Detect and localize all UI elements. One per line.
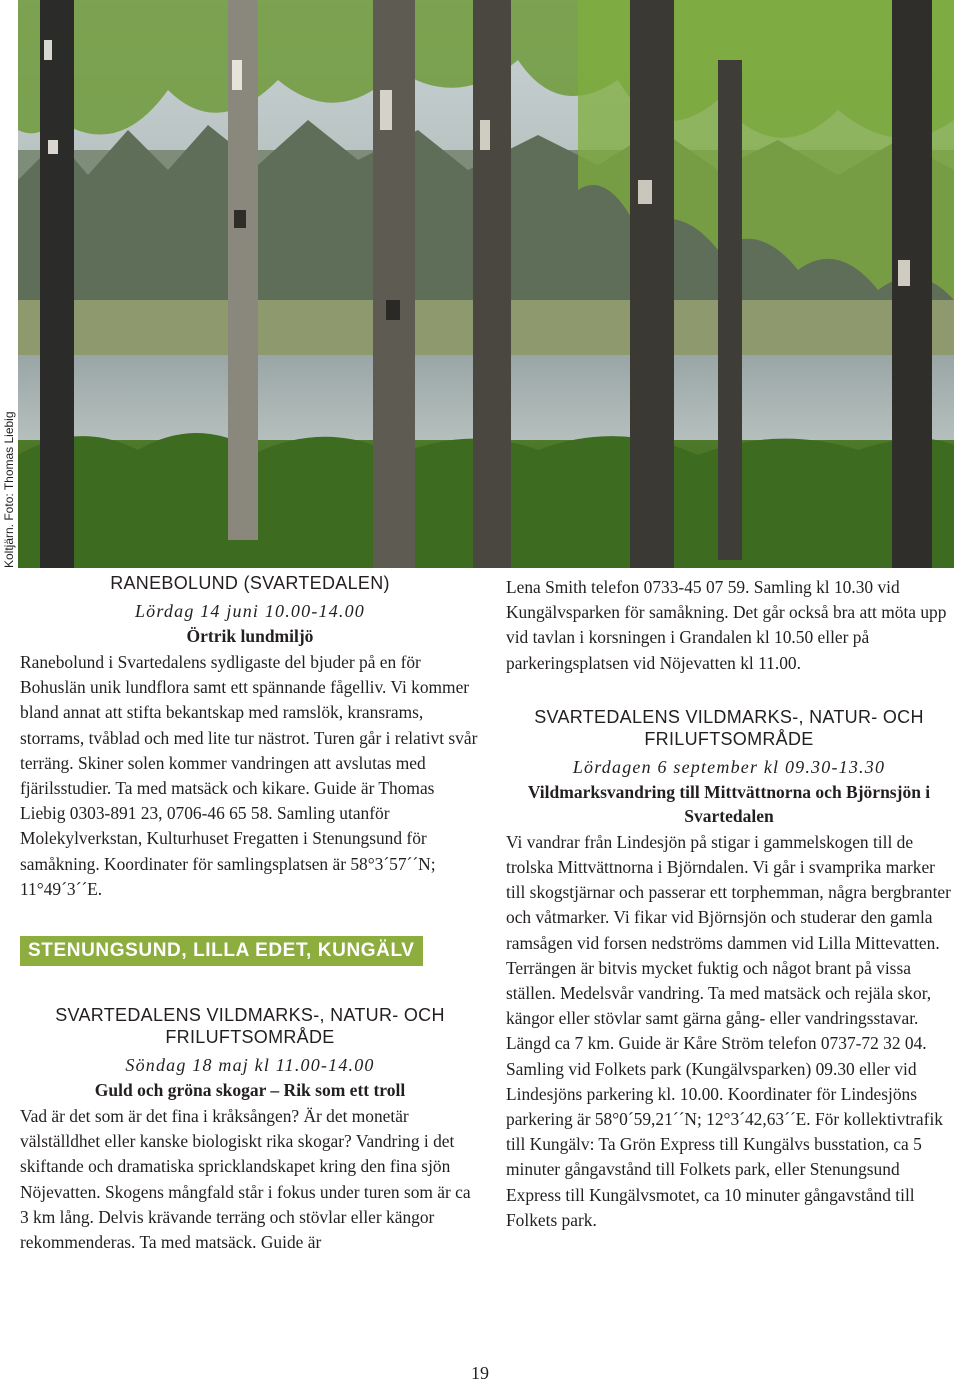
photo-credit [0,0,18,568]
event-subtitle: Örtrik lundmiljö [186,626,314,646]
event-date: Lördag 14 juni 10.00-14.00 [134,601,366,621]
lake-forest-photo [18,0,954,568]
event-description-continued: Lena Smith telefon 0733-45 07 59. Samling kl 10.30 vid Kungälvsparken för samåkning. Det går också bra att möta upp vid tavlan i korsningen i Grandalen kl 10.50 eller på parkeringsplatsen vid Nöjevatten kl 11.00. [506,577,947,673]
event-description: Ranebolund i Svartedalens sydligaste del bjuder på en för Bohuslän unik lundflora samt ett spännande fågelliv. Vi kommer bland annat att stifta bekantskap med ramslök, kransrams, storrams, tvåblad och med lite tur nästrot. Turen går i relativt svår terräng. Skiner solen kommer vandringen att avslutas med fjärilsstudier. Ta med matsäck och kikare. Guide är Thomas Liebig 0303-891 23, 0706-46 65 58. Samling utanför Molekylverkstan, Kulturhuset Fregatten i Stenungsund för samåkning. Koordinater för samlingsplatsen är 58°3´57´´N; 11°49´3´´E. [20,652,478,899]
event-title: RANEBOLUND (SVARTEDALEN) [110,573,390,593]
event-description: Vi vandrar från Lindesjön på stigar i gammelskogen till de trolska Mittvättnorna i Björndalen. Vi går i svamprika marker till skogstjärnar och passerar ett torphemman, några bergbranter och våtmarker. Vi fikar vid Björnsjön och studerar den gamla ramsågen vid forsen nedströms dammen vid Lilla Mittevatten. Terrängen är bitvis mycket fuktig och något brant på vissa ställen. Medelsvår vandring. Ta med matsäck och rejäla skor, kängor eller stövlar samt gärna gång- eller vandringsstavar. Längd ca 7 km. Guide är Kåre Ström telefon 0737-72 32 04. Samling vid Folkets park (Kungälvsparken) 09.30 eller vid Lindesjöns parkering kl. 10.00. Koordinater för Lindesjöns parkering är 58°0´59,21´´N; 12°3´42,63´´E. För kollektivtrafik till Kungälv: Ta Grön Express till Kungälvs busstation, ca 5 minuter gångavstånd till Folkets park, eller Stenungsund Express till Kungälvsmotet, ca 10 minuter gångavstånd till Folkets park. [506,831,951,1230]
right-column [506,572,952,1233]
event-subtitle: Vildmarksvandring till Mittvättnorna och Björnsjön i Svartedalen [527,781,931,826]
event-date: Söndag 18 maj kl 11.00-14.00 [125,1055,375,1076]
section-banner: STENUNGSUND, LILLA EDET, KUNGÄLV [20,936,423,966]
page-number: 19 [471,1363,489,1383]
event-description: Vad är det som är det fina i kråksången? Är det monetär välställdhet eller kanske biologiskt rika skogar? Vandring i det skiftande och dramatiska spricklandskapet kring den fina sjön Nöjevatten. Skogens mångfald står i fokus under turen som är ca 3 km lång. Delvis krävande terräng och stövlar eller kängor rekommenderas. Ta med matsäck. Guide är [20,1106,471,1253]
event-date: Lördagen 6 september kl 09.30-13.30 [572,756,886,777]
left-column [20,572,480,1255]
event-subtitle: Guld och gröna skogar – Rik som ett troll [94,1080,406,1101]
photo-credit-text: Koltjärn. Foto: Thomas Liebig [2,411,16,568]
event-title: SVARTEDALENS VILDMARKS-, NATUR- OCH FRILUFTSOMRÅDE [55,1005,445,1048]
event-title: SVARTEDALENS VILDMARKS-, NATUR- OCH FRILUFTSOMRÅDE [534,706,924,749]
